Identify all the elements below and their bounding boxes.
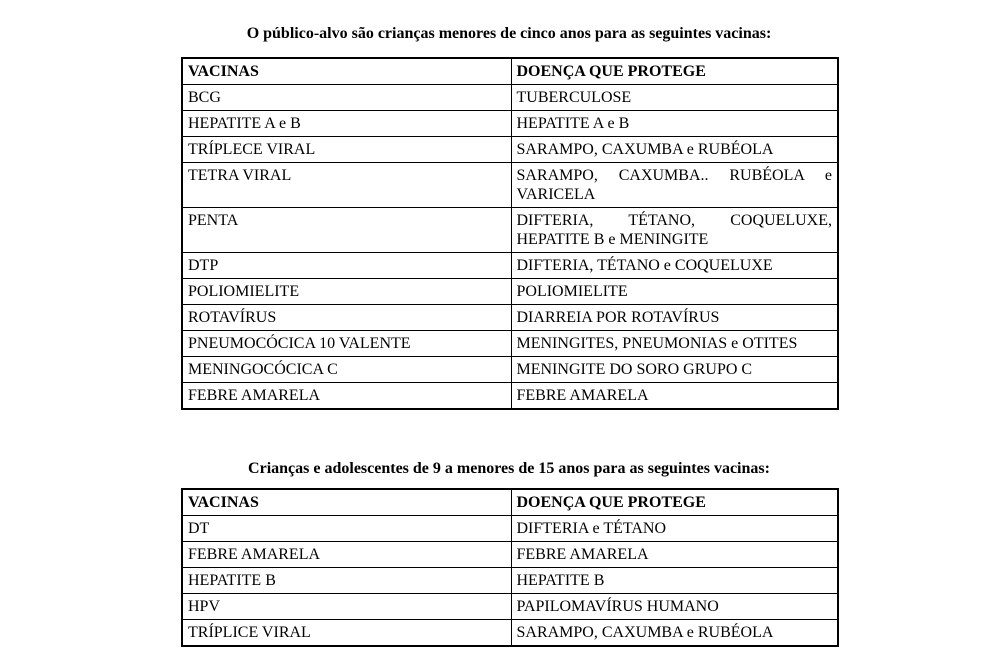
vaccine-name-cell: HEPATITE A e B [182, 111, 511, 137]
vaccine-name-cell: FEBRE AMARELA [182, 383, 511, 410]
table-header-row [182, 489, 838, 516]
table-header-row [182, 58, 838, 85]
vaccine-name-cell: PNEUMOCÓCICA 10 VALENTE [182, 331, 511, 357]
table-row [182, 253, 838, 279]
disease-cell: SARAMPO, CAXUMBA e RUBÉOLA [511, 137, 838, 163]
disease-cell: DIFTERIA, TÉTANO, COQUELUXE, HEPATITE B e MENINGITE [511, 208, 838, 253]
vaccine-name-cell: FEBRE AMARELA [182, 542, 511, 568]
section-title-nine-to-fifteen: Crianças e adolescentes de 9 a menores de 15 anos para as seguintes vacinas: [248, 460, 770, 477]
vaccine-name-cell: TETRA VIRAL [182, 163, 511, 208]
disease-cell: FEBRE AMARELA [511, 383, 838, 410]
disease-cell: TUBERCULOSE [511, 85, 838, 111]
table-row [182, 357, 838, 383]
disease-cell: POLIOMIELITE [511, 279, 838, 305]
disease-cell: PAPILOMAVÍRUS HUMANO [511, 594, 838, 620]
disease-cell: HEPATITE A e B [511, 111, 838, 137]
table-row [182, 516, 838, 542]
table-row [182, 137, 838, 163]
vaccine-name-cell: POLIOMIELITE [182, 279, 511, 305]
vaccine-name-cell: DTP [182, 253, 511, 279]
table-row [182, 542, 838, 568]
disease-cell: DIFTERIA e TÉTANO [511, 516, 838, 542]
disease-cell: DIARREIA POR ROTAVÍRUS [511, 305, 838, 331]
disease-cell: DIFTERIA, TÉTANO e COQUELUXE [511, 253, 838, 279]
vaccine-name-cell: ROTAVÍRUS [182, 305, 511, 331]
section-nine-to-fifteen [181, 459, 837, 647]
column-header-doenca: DOENÇA QUE PROTEGE [511, 58, 838, 85]
disease-cell: MENINGITES, PNEUMONIAS e OTITES [511, 331, 838, 357]
vaccine-table-under-five [181, 57, 839, 410]
table-row [182, 331, 838, 357]
disease-cell: SARAMPO, CAXUMBA.. RUBÉOLA e VARICELA [511, 163, 838, 208]
table-row [182, 163, 838, 208]
section-under-five [181, 24, 837, 410]
disease-cell: SARAMPO, CAXUMBA e RUBÉOLA [511, 620, 838, 647]
table-row [182, 568, 838, 594]
vaccine-name-cell: MENINGOCÓCICA C [182, 357, 511, 383]
column-header-vacinas: VACINAS [182, 58, 511, 85]
column-header-vacinas: VACINAS [182, 489, 511, 516]
table-row [182, 594, 838, 620]
vaccine-name-cell: TRÍPLECE VIRAL [182, 137, 511, 163]
column-header-doenca: DOENÇA QUE PROTEGE [511, 489, 838, 516]
table-row [182, 85, 838, 111]
vaccine-name-cell: DT [182, 516, 511, 542]
disease-cell: HEPATITE B [511, 568, 838, 594]
disease-cell: MENINGITE DO SORO GRUPO C [511, 357, 838, 383]
vaccine-name-cell: TRÍPLICE VIRAL [182, 620, 511, 647]
table-row [182, 305, 838, 331]
table-row [182, 279, 838, 305]
vaccine-name-cell: HPV [182, 594, 511, 620]
vaccine-name-cell: BCG [182, 85, 511, 111]
section-title-under-five: O público-alvo são crianças menores de cinco anos para as seguintes vacinas: [246, 25, 772, 42]
disease-cell: FEBRE AMARELA [511, 542, 838, 568]
vaccine-name-cell: PENTA [182, 208, 511, 253]
table-row [182, 383, 838, 410]
table-row [182, 208, 838, 253]
vaccine-table-nine-to-fifteen [181, 488, 839, 647]
vaccine-name-cell: HEPATITE B [182, 568, 511, 594]
table-row [182, 111, 838, 137]
table-row [182, 620, 838, 647]
